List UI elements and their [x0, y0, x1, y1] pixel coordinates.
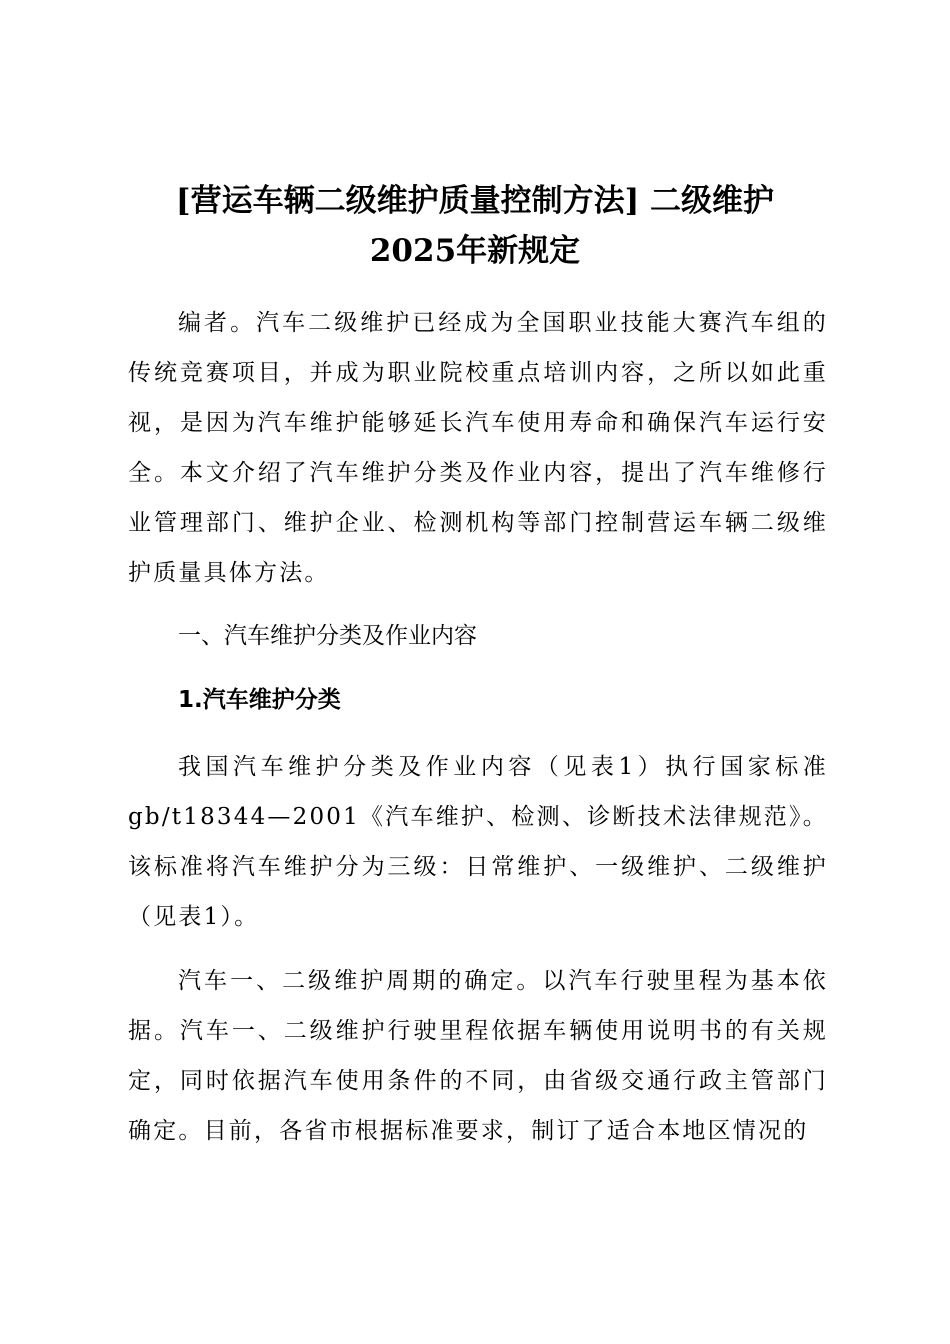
title-line-2: 2025年新规定	[369, 233, 581, 269]
document-title	[130, 176, 820, 276]
title-line-1: [营运车辆二级维护质量控制方法] 二级维护	[175, 183, 775, 219]
section-heading-1: 一、汽车维护分类及作业内容	[178, 623, 477, 649]
paragraph-maintenance-cycle: 汽车一、二级维护周期的确定。以汽车行驶里程为基本依据。汽车一、二级维护行驶里程依据车辆使用说明书的有关规定，同时依据汽车使用条件的不同，由省级交通行政主管部门确定。目前，各省市根据标准要求，制订了适合本地区情况的	[128, 968, 828, 1144]
paragraph-maintenance-classification: 我国汽车维护分类及作业内容（见表1）执行国家标准gb/t18344—2001《汽车维护、检测、诊断技术法律规范》。该标准将汽车维护分为三级：日常维护、一级维护、二级维护（见表1）。	[128, 754, 828, 930]
intro-paragraph: 编者。汽车二级维护已经成为全国职业技能大赛汽车组的传统竞赛项目，并成为职业院校重点培训内容，之所以如此重视，是因为汽车维护能够延长汽车使用寿命和确保汽车运行安全。本文介绍了汽车维护分类及作业内容，提出了汽车维修行业管理部门、维护企业、检测机构等部门控制营运车辆二级维护质量具体方法。	[128, 310, 828, 586]
subsection-heading-1: 1.汽车维护分类	[178, 687, 341, 713]
